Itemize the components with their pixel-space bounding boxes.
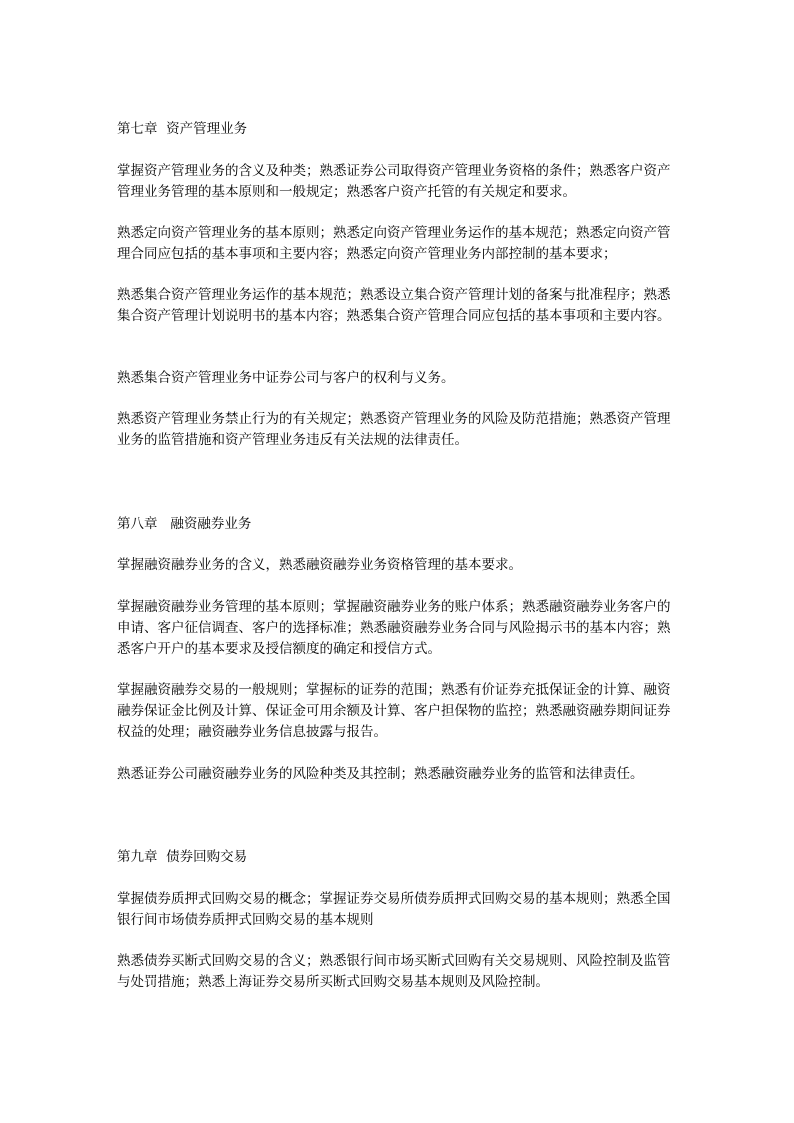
chapter-7-paragraph-2: 熟悉定向资产管理业务的基本原则；熟悉定向资产管理业务运作的基本规范；熟悉定向资产管理合同应包括的基本事项和主要内容；熟悉定向资产管理业务内部控制的基本要求； (117, 225, 671, 262)
chapter-8-paragraph-4: 熟悉证券公司融资融券业务的风险种类及其控制；熟悉融资融券业务的监管和法律责任。 (117, 766, 644, 782)
chapter-9-paragraph-1: 掌握债券质押式回购交易的概念；掌握证券交易所债券质押式回购交易的基本规则；熟悉全国银行间市场债券质押式回购交易的基本规则 (117, 891, 671, 928)
chapter-8-paragraph-2: 掌握融资融券业务管理的基本原则；掌握融资融券业务的账户体系；熟悉融资融券业务客户的申请、客户征信调查、客户的选择标准；熟悉融资融券业务合同与风险揭示书的基本内容；熟悉客户开户的基本要求及授信额度的确定和授信方式。 (117, 599, 671, 657)
chapter-9-title: 第九章 债券回购交易 (117, 849, 248, 865)
chapter-8-paragraph-1: 掌握融资融券业务的含义，熟悉融资融券业务资格管理的基本要求。 (117, 557, 522, 573)
chapter-7-paragraph-5: 熟悉资产管理业务禁止行为的有关规定；熟悉资产管理业务的风险及防范措施；熟悉资产管理业务的监管措施和资产管理业务违反有关法规的法律责任。 (117, 411, 671, 448)
chapter-8-paragraph-3: 掌握融资融券交易的一般规则；掌握标的证券的范围；熟悉有价证券充抵保证金的计算、融资融券保证金比例及计算、保证金可用余额及计算、客户担保物的监控；熟悉融资融券期间证券权益的处理；融资融券业务信息披露与报告。 (117, 682, 671, 740)
chapter-7-paragraph-3: 熟悉集合资产管理业务运作的基本规范；熟悉设立集合资产管理计划的备案与批准程序；熟悉集合资产管理计划说明书的基本内容；熟悉集合资产管理合同应包括的基本事项和主要内容。 (117, 287, 671, 324)
chapter-7-paragraph-4: 熟悉集合资产管理业务中证券公司与客户的权利与义务。 (117, 370, 455, 386)
chapter-7-paragraph-1: 掌握资产管理业务的含义及种类；熟悉证券公司取得资产管理业务资格的条件；熟悉客户资产管理业务管理的基本原则和一般规定；熟悉客户资产托管的有关规定和要求。 (117, 163, 671, 200)
chapter-9-paragraph-2: 熟悉债券买断式回购交易的含义；熟悉银行间市场买断式回购有关交易规则、风险控制及监管与处罚措施；熟悉上海证券交易所买断式回购交易基本规则及风险控制。 (117, 953, 671, 990)
chapter-7-title: 第七章 资产管理业务 (117, 121, 248, 137)
chapter-8-title: 第八章 融资融券业务 (117, 516, 252, 532)
